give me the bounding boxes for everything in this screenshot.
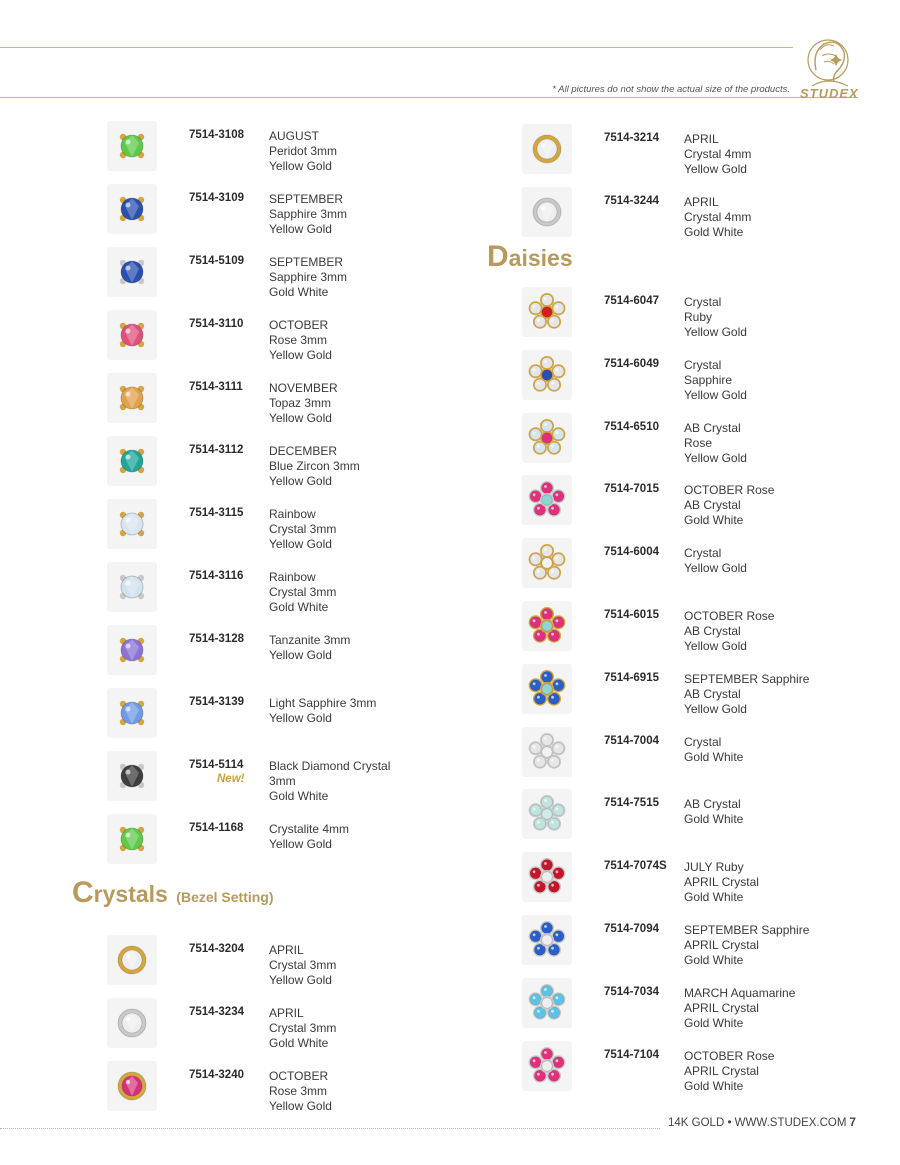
product-description [269, 1069, 332, 1114]
product-description [684, 132, 751, 177]
prong-stud-icon [107, 121, 157, 171]
product-code: 7514-5109 [189, 255, 244, 267]
product-code: 7514-7034 [604, 985, 659, 998]
product-code: 7514-7104 [604, 1048, 659, 1061]
product-description-line: DECEMBER [269, 444, 338, 458]
product-description-line: Rainbow [269, 570, 316, 584]
product-code: 7514-6049 [604, 357, 659, 370]
daisy-stud-icon [522, 789, 572, 839]
product-code: 7514-3240 [189, 1069, 244, 1081]
product-description [269, 255, 347, 300]
product-description-line: APRIL [269, 1006, 304, 1020]
product-code: 7514-1168 [189, 822, 244, 834]
product-code: 7514-3108 [189, 129, 244, 141]
product-code: 7514-6047 [604, 295, 659, 307]
product-code: 7514-6915 [604, 671, 659, 684]
product-description-line: Gold White [684, 225, 744, 239]
product-description-line: Yellow Gold [269, 222, 332, 236]
product-description-line: Yellow Gold [684, 325, 747, 339]
product-code: 7514-7015 [604, 483, 659, 496]
product-description-line: 3mm [269, 774, 296, 788]
prong-stud-icon [107, 562, 157, 612]
bezel-stud-icon [107, 935, 157, 985]
product-code: 7514-5114 [189, 759, 244, 771]
product-description [684, 923, 809, 968]
bezel-stud-icon [522, 124, 572, 174]
product-description-line: SEPTEMBER Sapphire [684, 923, 810, 937]
product-code: 7514-3115 [189, 507, 244, 519]
product-description-line: AB Crystal [684, 686, 741, 701]
product-description [684, 295, 747, 340]
product-description-line: APRIL Crystal [684, 938, 759, 952]
product-description-line: Yellow Gold [269, 348, 332, 362]
product-description [684, 358, 747, 403]
product-code: 7514-6510 [604, 420, 659, 433]
product-description-line: Ruby [684, 310, 713, 324]
product-description-line: Gold White [684, 890, 744, 905]
product-description-line: Topaz 3mm [269, 396, 332, 410]
product-description-line: Black Diamond Crystal [269, 759, 391, 773]
product-description-line: Yellow Gold [269, 537, 332, 551]
product-code: 7514-7094 [604, 923, 659, 935]
section-title-rest: rystals [93, 881, 168, 907]
product-description-line: Crystal 4mm [684, 147, 752, 161]
product-code: 7514-7004 [604, 734, 659, 747]
product-description-line: OCTOBER Rose [684, 1048, 775, 1063]
product-description [269, 318, 332, 363]
product-description-line: Sapphire 3mm [269, 207, 348, 221]
product-code: 7514-3204 [189, 943, 244, 955]
product-description-line: APRIL Crystal [684, 1063, 759, 1078]
daisy-stud-icon [522, 601, 572, 651]
product-description [269, 822, 349, 852]
product-description-line: Rose 3mm [269, 1084, 328, 1098]
product-code: 7514-3139 [189, 696, 244, 708]
studex-brand-text: STUDEX [800, 86, 859, 101]
product-description [269, 444, 360, 489]
product-description-line: Crystal 3mm [269, 522, 337, 536]
product-description-line: Gold White [269, 285, 329, 299]
product-description-line: Rainbow [269, 507, 316, 521]
product-description-line: OCTOBER [269, 318, 329, 332]
daisy-stud-icon [522, 413, 572, 463]
section-title-initial: D [487, 240, 509, 273]
daisy-stud-icon [522, 915, 572, 965]
daisy-stud-icon [522, 538, 572, 588]
product-description-line: Yellow Gold [684, 162, 747, 176]
product-description [269, 507, 336, 552]
prong-stud-icon [107, 688, 157, 738]
daisy-stud-icon [522, 727, 572, 777]
new-badge: New! [217, 773, 245, 785]
product-code: 7514-7074S [604, 860, 667, 873]
product-description-line: Yellow Gold [684, 701, 747, 716]
daisy-stud-icon [522, 978, 572, 1028]
prong-stud-icon [107, 625, 157, 675]
product-description-line: Crystal 4mm [684, 210, 752, 224]
product-description-line: Yellow Gold [684, 561, 747, 576]
product-code: 7514-3128 [189, 633, 244, 645]
product-code: 7514-3110 [189, 318, 244, 330]
product-code: 7514-6015 [604, 609, 659, 621]
product-description-line: MARCH Aquamarine [684, 985, 796, 1000]
product-code: 7514-3111 [189, 381, 243, 393]
product-description-line: AB Crystal [684, 797, 741, 812]
product-description [684, 421, 747, 466]
prong-stud-icon [107, 436, 157, 486]
daisy-stud-icon [522, 475, 572, 525]
product-description-line: Crystal 3mm [269, 1021, 337, 1035]
product-description-line: APRIL Crystal [684, 1000, 759, 1015]
section-title-initial: C [72, 876, 94, 909]
product-description [269, 633, 350, 663]
product-description-line: OCTOBER [269, 1069, 329, 1083]
product-description-line: Crystal [684, 546, 722, 561]
product-description-line: Crystal 3mm [269, 958, 337, 972]
header-rule-bottom [0, 97, 858, 98]
product-description-line: Yellow Gold [269, 837, 332, 851]
daisy-stud-icon [522, 852, 572, 902]
prong-stud-icon [107, 184, 157, 234]
product-description-line: Gold White [684, 749, 744, 764]
product-description [684, 609, 774, 654]
product-description-line: AB Crystal [684, 420, 741, 435]
page-number: 7 [849, 1117, 856, 1129]
product-description-line: Yellow Gold [269, 973, 332, 987]
bezel-stud-icon [522, 187, 572, 237]
prong-stud-icon [107, 751, 157, 801]
product-description [269, 381, 338, 426]
product-code: 7514-6004 [604, 546, 659, 559]
product-description [684, 546, 747, 576]
product-code: 7514-3244 [604, 195, 659, 207]
prong-stud-icon [107, 373, 157, 423]
footer-rule [0, 1128, 660, 1129]
footer [668, 1117, 856, 1129]
product-description-line: Sapphire 3mm [269, 270, 348, 284]
daisy-stud-icon [522, 287, 572, 337]
product-description-line: Crystal [684, 295, 722, 309]
product-description-line: Yellow Gold [269, 474, 332, 488]
product-code: 7514-3112 [189, 444, 244, 456]
product-description-line: Gold White [269, 789, 329, 803]
bezel-stud-icon [107, 1061, 157, 1111]
size-disclaimer: * All pictures do not show the actual size of the products. [552, 84, 790, 95]
product-description [684, 735, 743, 765]
section-title-rest: aisies [508, 245, 573, 271]
product-description-line: Yellow Gold [684, 450, 747, 465]
prong-stud-icon [107, 499, 157, 549]
product-description-line: Yellow Gold [269, 711, 332, 725]
product-description-line: Crystal [684, 734, 722, 749]
product-description-line: APRIL [269, 943, 304, 957]
product-description-line: Crystal 3mm [269, 585, 337, 599]
product-code: 7514-3116 [189, 570, 244, 582]
section-title-crystals [72, 876, 274, 910]
product-description-line: Light Sapphire 3mm [269, 696, 377, 710]
product-code: 7514-3109 [189, 192, 244, 204]
product-description-line: JULY Ruby [684, 860, 744, 875]
section-subtitle: (Bezel Setting) [176, 889, 274, 905]
product-description-line: AB Crystal [684, 624, 741, 638]
product-description [269, 129, 337, 174]
product-description-line: Yellow Gold [269, 1099, 332, 1113]
product-code: 7514-7515 [604, 797, 659, 810]
product-description-line: Rose [684, 435, 713, 450]
product-description [269, 1006, 336, 1051]
product-description [269, 570, 336, 615]
product-description-line: Gold White [684, 812, 744, 827]
product-description [269, 192, 347, 237]
product-description-line: Rose 3mm [269, 333, 328, 347]
product-description-line: Crystalite 4mm [269, 822, 350, 836]
product-description [269, 759, 390, 804]
product-description-line: Gold White [684, 1015, 744, 1030]
product-description [684, 797, 743, 827]
product-description-line: Gold White [269, 1036, 329, 1050]
prong-stud-icon [107, 247, 157, 297]
product-description [269, 943, 336, 988]
product-description-line: AB Crystal [684, 498, 741, 513]
product-description [684, 1049, 774, 1094]
product-description-line: AUGUST [269, 129, 320, 143]
product-description-line: OCTOBER Rose [684, 609, 775, 623]
footer-text: 14K GOLD • WWW.STUDEX.COM [668, 1117, 847, 1129]
product-description [684, 672, 809, 717]
product-code: 7514-3234 [189, 1006, 244, 1018]
product-description-line: SEPTEMBER Sapphire [684, 671, 810, 686]
product-description-line: Tanzanite 3mm [269, 633, 351, 647]
daisy-stud-icon [522, 1041, 572, 1091]
product-description-line: Sapphire [684, 372, 733, 387]
product-description-line: Yellow Gold [269, 648, 332, 662]
product-description [684, 483, 774, 528]
product-description [684, 986, 795, 1031]
product-description-line: Gold White [684, 953, 744, 967]
daisy-stud-icon [522, 350, 572, 400]
product-code: 7514-3214 [604, 132, 659, 144]
product-description-line: Gold White [684, 1078, 744, 1093]
product-description-line: Yellow Gold [269, 159, 332, 173]
product-description-line: Yellow Gold [684, 387, 747, 402]
product-description [684, 860, 759, 905]
product-description [684, 195, 751, 240]
product-description-line: APRIL [684, 132, 719, 146]
product-description-line: OCTOBER Rose [684, 483, 775, 498]
product-description-line: Crystal [684, 357, 722, 372]
product-description-line: SEPTEMBER [269, 255, 344, 269]
prong-stud-icon [107, 814, 157, 864]
product-description [269, 696, 376, 726]
product-description-line: NOVEMBER [269, 381, 338, 395]
prong-stud-icon [107, 310, 157, 360]
header-rule-top [0, 47, 793, 48]
product-description-line: Yellow Gold [269, 411, 332, 425]
product-description-line: Yellow Gold [684, 639, 747, 653]
bezel-stud-icon [107, 998, 157, 1048]
product-description-line: Gold White [684, 513, 744, 528]
product-description-line: Gold White [269, 600, 329, 614]
section-title-daisies [487, 240, 573, 274]
product-description-line: Peridot 3mm [269, 144, 338, 158]
product-description-line: SEPTEMBER [269, 192, 344, 206]
product-description-line: APRIL [684, 195, 719, 209]
product-description-line: Blue Zircon 3mm [269, 459, 360, 473]
product-description-line: APRIL Crystal [684, 875, 759, 890]
daisy-stud-icon [522, 664, 572, 714]
